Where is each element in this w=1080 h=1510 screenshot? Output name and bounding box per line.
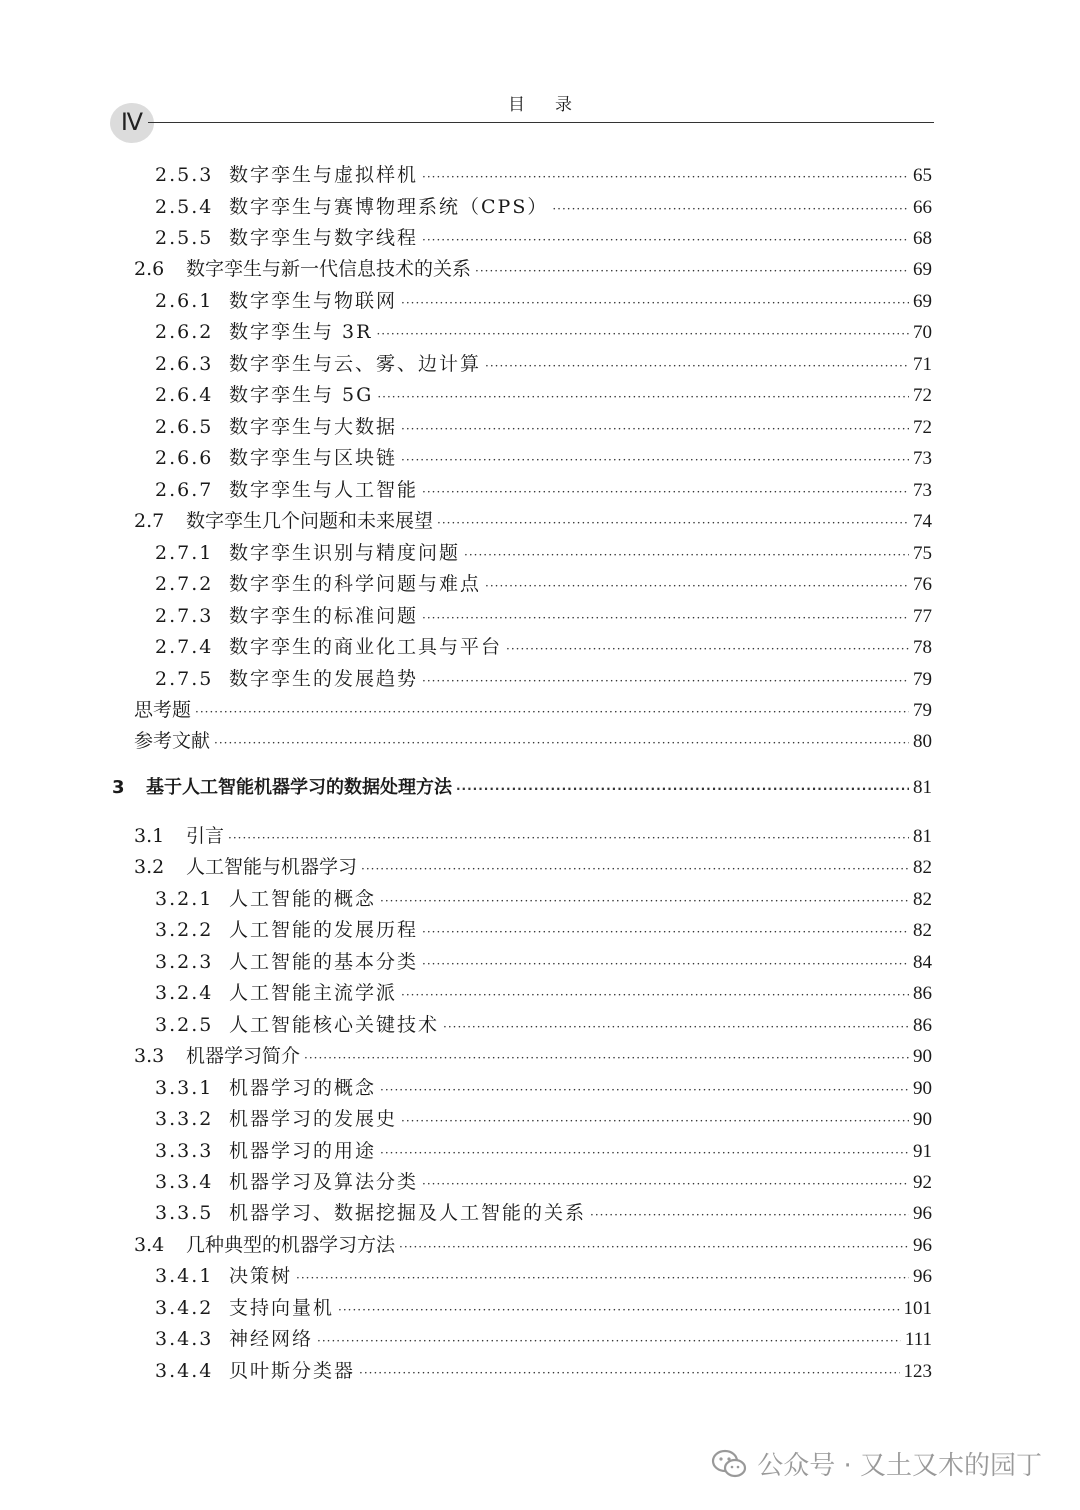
toc-entry-number: 2.6.5 <box>155 416 214 438</box>
toc-entry[interactable] <box>155 411 932 443</box>
toc-entry-page: 66 <box>913 197 932 218</box>
toc-entry-title: 决策树 <box>229 1265 293 1287</box>
watermark-text: 公众号 · 又土又木的园丁 <box>757 1451 1042 1481</box>
toc-entry-page: 90 <box>913 1078 932 1099</box>
toc-entry-number: 2.5.4 <box>155 196 214 218</box>
dot-leader <box>443 1011 909 1043</box>
toc-entry-page: 90 <box>913 1109 932 1130</box>
toc-entry[interactable] <box>155 191 932 223</box>
toc-entry[interactable] <box>134 820 932 852</box>
dot-leader <box>214 727 909 759</box>
toc-entry-title: 机器学习的用途 <box>229 1140 377 1162</box>
toc-entry-title: 数字孪生几个问题和未来展望 <box>186 510 434 532</box>
toc-entry-page: 70 <box>913 322 932 343</box>
dot-leader <box>475 255 909 287</box>
toc-entry[interactable] <box>155 537 932 569</box>
toc-entry-page: 74 <box>913 511 932 532</box>
dot-leader <box>485 350 909 382</box>
toc-entry-page: 96 <box>913 1266 932 1287</box>
toc-entry-number: 2.6 <box>134 258 165 280</box>
toc-entry-title: 人工智能的发展历程 <box>229 919 419 941</box>
dot-leader <box>552 193 909 225</box>
dot-leader <box>422 224 909 256</box>
toc-entry-page: 96 <box>913 1235 932 1256</box>
dot-leader <box>399 1231 909 1263</box>
dot-leader <box>437 507 909 539</box>
toc-entry-title: 数字孪生的标准问题 <box>229 605 419 627</box>
wechat-icon <box>711 1449 747 1479</box>
toc-entry-title: 数字孪生与区块链 <box>229 447 398 469</box>
dot-leader <box>380 1137 909 1169</box>
dot-leader <box>422 916 909 948</box>
dot-leader <box>380 1074 909 1106</box>
dot-leader <box>590 1199 909 1231</box>
toc-entry-title: 机器学习简介 <box>186 1045 301 1067</box>
toc-entry-page: 86 <box>913 983 932 1004</box>
toc-entry-page: 72 <box>913 417 932 438</box>
toc-entry[interactable] <box>134 1040 932 1072</box>
toc-entry-title: 人工智能核心关键技术 <box>229 1014 440 1036</box>
toc-entry-number: 3.3.2 <box>155 1108 214 1130</box>
dot-leader <box>377 381 909 413</box>
toc-entry-number: 3.4.3 <box>155 1328 214 1350</box>
toc-entry-number: 3.3.4 <box>155 1171 214 1193</box>
dot-leader <box>304 1042 909 1074</box>
toc-entry-page: 73 <box>913 448 932 469</box>
toc-entry[interactable] <box>155 348 932 380</box>
dot-leader <box>422 665 909 697</box>
toc-entry-number: 2.7.5 <box>155 668 214 690</box>
toc-entry-title: 支持向量机 <box>229 1297 335 1319</box>
toc-entry-title: 几种典型的机器学习方法 <box>186 1234 396 1256</box>
toc-entry-title: 数字孪生与物联网 <box>229 290 398 312</box>
toc-entry-title: 参考文献 <box>134 730 211 752</box>
toc-entry-number: 2.6.7 <box>155 479 214 501</box>
toc-entry[interactable] <box>155 1072 932 1104</box>
toc-entry-number: 3.2 <box>134 856 165 878</box>
toc-entry-title: 数字孪生与数字线程 <box>229 227 419 249</box>
watermark <box>711 1445 1042 1482</box>
toc-entry-title: 贝叶斯分类器 <box>229 1360 356 1382</box>
dot-leader <box>317 1325 901 1357</box>
toc-entry-number: 3.4 <box>134 1234 165 1256</box>
toc-entry-page: 78 <box>913 637 932 658</box>
toc-entry-page: 80 <box>913 731 932 752</box>
toc-entry-page: 82 <box>913 920 932 941</box>
dot-leader <box>485 570 909 602</box>
toc-entry-number: 2.6.2 <box>155 321 214 343</box>
dot-leader <box>506 633 909 665</box>
toc-entry-page: 81 <box>913 777 932 798</box>
toc-entry[interactable] <box>155 222 932 254</box>
toc-entry-title: 数字孪生的科学问题与难点 <box>229 573 482 595</box>
toc-entry-number: 3.3 <box>134 1045 165 1067</box>
toc-entry-page: 81 <box>913 826 932 847</box>
toc-entry[interactable] <box>155 1197 932 1229</box>
dot-leader <box>195 696 909 728</box>
toc-entry[interactable] <box>155 663 932 695</box>
dot-leader <box>401 444 909 476</box>
toc-entry-number: 3.2.1 <box>155 888 214 910</box>
toc-entry-title: 数字孪生与虚拟样机 <box>229 164 419 186</box>
dot-leader <box>422 1168 909 1200</box>
toc-entry[interactable] <box>155 1009 932 1041</box>
toc-entry-number: 2.6.4 <box>155 384 214 406</box>
toc-entry[interactable] <box>155 631 932 663</box>
toc-entry-page: 72 <box>913 385 932 406</box>
toc-entry-page: 82 <box>913 889 932 910</box>
toc-entry-title: 数字孪生与 5G <box>229 384 374 406</box>
dot-leader <box>422 602 909 634</box>
toc-entry-number: 2.7.3 <box>155 605 214 627</box>
toc-entry-title: 人工智能的概念 <box>229 888 377 910</box>
toc-entry[interactable] <box>134 694 932 726</box>
toc-entry-number: 3.3.5 <box>155 1202 214 1224</box>
toc-entry[interactable] <box>134 505 932 537</box>
toc-entry-title: 机器学习、数据挖掘及人工智能的关系 <box>229 1202 587 1224</box>
toc-entry[interactable] <box>155 914 932 946</box>
toc-entry-page: 79 <box>913 700 932 721</box>
toc-entry-title: 数字孪生的发展趋势 <box>229 668 419 690</box>
toc-entry-page: 79 <box>913 669 932 690</box>
toc-entry-title: 人工智能主流学派 <box>229 982 398 1004</box>
dot-leader <box>380 885 909 917</box>
dot-leader <box>422 948 909 980</box>
toc-entry-number: 2.7 <box>134 510 165 532</box>
toc-entry-page: 84 <box>913 952 932 973</box>
toc-entry[interactable] <box>155 1166 932 1198</box>
toc-entry-page: 111 <box>904 1329 932 1350</box>
toc-entry[interactable] <box>155 1103 932 1135</box>
dot-leader <box>401 979 909 1011</box>
toc-entry[interactable] <box>155 1292 932 1324</box>
toc-entry-page: 91 <box>913 1141 932 1162</box>
dot-leader <box>401 287 909 319</box>
toc-entry-number: 3.2.3 <box>155 951 214 973</box>
header-rule <box>148 122 934 123</box>
toc-entry-page: 90 <box>913 1046 932 1067</box>
toc-entry[interactable] <box>134 253 932 285</box>
dot-leader <box>422 161 909 193</box>
toc-entry[interactable] <box>155 600 932 632</box>
toc-entry[interactable] <box>112 772 932 804</box>
toc-entry[interactable] <box>155 1260 932 1292</box>
toc-entry-page: 73 <box>913 480 932 501</box>
dot-leader <box>228 822 909 854</box>
toc-entry-number: 3.2.4 <box>155 982 214 1004</box>
toc-entry-number: 3.4.4 <box>155 1360 214 1382</box>
toc-entry-number: 3.4.1 <box>155 1265 214 1287</box>
toc-entry-page: 68 <box>913 228 932 249</box>
toc-entry-title: 数字孪生识别与精度问题 <box>229 542 461 564</box>
toc-entry-title: 神经网络 <box>229 1328 314 1350</box>
toc-entry-number: 2.7.2 <box>155 573 214 595</box>
dot-leader <box>376 318 909 350</box>
toc-entry-page: 96 <box>913 1203 932 1224</box>
toc-entry[interactable] <box>134 725 932 757</box>
dot-leader <box>401 1105 909 1137</box>
toc-entry[interactable] <box>134 1229 932 1261</box>
toc-entry-number: 2.7.4 <box>155 636 214 658</box>
toc-entry-page: 77 <box>913 606 932 627</box>
toc-entry-title: 引言 <box>186 825 225 847</box>
toc-entry-number: 2.7.1 <box>155 542 214 564</box>
toc-entry-title: 机器学习及算法分类 <box>229 1171 419 1193</box>
toc-entry-title: 人工智能与机器学习 <box>186 856 358 878</box>
toc-entry-number: 3.2.5 <box>155 1014 214 1036</box>
toc-entry-title: 机器学习的发展史 <box>229 1108 398 1130</box>
dot-leader <box>456 773 909 805</box>
toc-entry-page: 75 <box>913 543 932 564</box>
toc-entry-title: 数字孪生与新一代信息技术的关系 <box>186 258 472 280</box>
toc-entry[interactable] <box>155 1323 932 1355</box>
toc-entry-number: 2.5.5 <box>155 227 214 249</box>
toc-entry-page: 92 <box>913 1172 932 1193</box>
toc-entry-title: 人工智能的基本分类 <box>229 951 419 973</box>
toc-entry[interactable] <box>155 977 932 1009</box>
toc-entry-title: 数字孪生与云、雾、边计算 <box>229 353 482 375</box>
dot-leader <box>338 1294 899 1326</box>
toc-entry-page: 82 <box>913 857 932 878</box>
toc-entry[interactable] <box>155 379 932 411</box>
toc-entry-title: 数字孪生与人工智能 <box>229 479 419 501</box>
toc-entry-number: 3.4.2 <box>155 1297 214 1319</box>
toc-entry-page: 65 <box>913 165 932 186</box>
toc-entry-number: 3.3.3 <box>155 1140 214 1162</box>
dot-leader <box>464 539 909 571</box>
toc-entry-title: 机器学习的概念 <box>229 1077 377 1099</box>
toc-entry-title: 数字孪生的商业化工具与平台 <box>229 636 503 658</box>
toc-entry[interactable] <box>155 474 932 506</box>
dot-leader <box>359 1357 899 1389</box>
toc-entry-page: 71 <box>913 354 932 375</box>
toc-entry[interactable] <box>155 1355 932 1387</box>
header-title: 目录 <box>508 95 602 115</box>
toc-entry-page: 69 <box>913 259 932 280</box>
toc-entry-title: 基于人工智能机器学习的数据处理方法 <box>146 777 452 798</box>
page-number-badge: Ⅳ <box>110 103 154 143</box>
toc-entry-number: 3 <box>112 777 125 798</box>
toc-entry[interactable] <box>155 946 932 978</box>
toc-entry[interactable] <box>155 159 932 191</box>
dot-leader <box>401 413 909 445</box>
toc-entry-page: 101 <box>903 1298 932 1319</box>
toc-entry[interactable] <box>155 883 932 915</box>
toc-entry-number: 2.6.6 <box>155 447 214 469</box>
toc-entry[interactable] <box>155 316 932 348</box>
dot-leader <box>361 853 909 885</box>
toc-entry-title: 数字孪生与赛博物理系统（CPS） <box>229 196 549 218</box>
toc-entry[interactable] <box>155 568 932 600</box>
toc-entry[interactable] <box>134 851 932 883</box>
dot-leader <box>296 1262 909 1294</box>
toc-entry-title: 思考题 <box>134 699 192 721</box>
toc-entry[interactable] <box>155 1135 932 1167</box>
toc-entry-number: 2.6.1 <box>155 290 214 312</box>
toc-entry-title: 数字孪生与 3R <box>229 321 373 343</box>
toc-entry-page: 86 <box>913 1015 932 1036</box>
toc-entry-title: 数字孪生与大数据 <box>229 416 398 438</box>
toc-entry-number: 3.3.1 <box>155 1077 214 1099</box>
toc-entry-number: 3.1 <box>134 825 165 847</box>
toc-entry[interactable] <box>155 442 932 474</box>
toc-entry-number: 2.5.3 <box>155 164 214 186</box>
toc-entry[interactable] <box>155 285 932 317</box>
toc-entry-page: 123 <box>903 1361 932 1382</box>
toc-entry-page: 69 <box>913 291 932 312</box>
toc-entry-number: 3.2.2 <box>155 919 214 941</box>
toc-entry-number: 2.6.3 <box>155 353 214 375</box>
toc-entry-page: 76 <box>913 574 932 595</box>
dot-leader <box>422 476 909 508</box>
